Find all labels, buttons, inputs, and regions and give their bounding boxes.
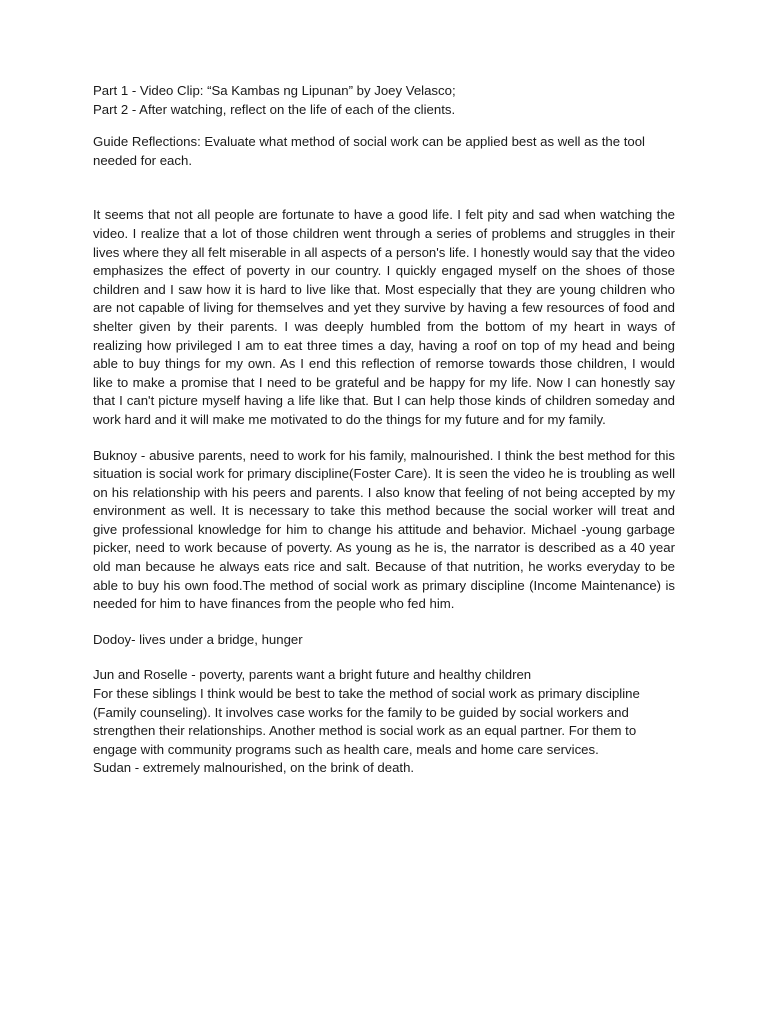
reflection-paragraph: It seems that not all people are fortunate to have a good life. I felt pity and sad when watching the video. I realize that a lot of those children went through a series of problems and struggles in their lives where they all felt miserable in all aspects of a person's life. I honestly would say that the video emphasizes the effect of poverty in our country. I quickly engaged myself on the shoes of those children and I saw how it is hard to live like that. Most especially that they are young children who are not capable of living for themselves and yet they survive by having a few resources of food and shelter given by their parents. I was deeply humbled from the bottom of my heart in ways of realizing how privileged I am to eat three times a day, having a roof on top of my head and being able to buy things for my own. As I end this reflection of remorse towards those children, I would like to make a promise that I need to be grateful and be happy for my life. Now I can honestly say that I can't picture myself having a life like that. But I can help those kinds of children someday and work hard and it will make me motivated to do the things for my future and for my family. xyxy=(93,207,675,427)
part2-heading: Part 2 - After watching, reflect on the life of each of the clients. xyxy=(93,101,456,117)
buknoy-michael-paragraph: Buknoy - abusive parents, need to work for his family, malnourished. I think the best method for this situation is social work for primary discipline(Foster Care). It is seen the video he is troubling as well on his relationship with his peers and parents. I also know that feeling of not being accepted by my environment as well. It is necessary to take this method because the social worker will treat and give professional knowledge for him to change his attitude and behavior. Michael -young garbage picker, need to work because of poverty. As young as he is, the narrator is described as a 40 year old man because he always eats rice and salt. Because of that nutrition, he works everyday to be able to buy his own food.The method of social work as primary discipline (Income Maintenance) is needed for him to have finances from the people who fed him. xyxy=(93,447,675,612)
spacer xyxy=(93,649,675,666)
spacer xyxy=(93,430,675,447)
siblings-paragraph: For these siblings I think would be best to take the method of social work as primary discipline (Family counseling). It involves case works for the family to be guided by social workers and strengthen their relationships. Another method is social work as an equal partner. For them to engage with community programs such as health care, meals and home care services. xyxy=(93,686,640,757)
part1-heading: Part 1 - Video Clip: “Sa Kambas ng Lipunan” by Joey Velasco; xyxy=(93,83,456,98)
spacer xyxy=(93,614,675,631)
spacer xyxy=(93,170,675,206)
jun-roselle-line: Jun and Roselle - poverty, parents want a bright future and healthy children xyxy=(93,667,532,683)
sudan-line: Sudan - extremely malnourished, on the brink of death. xyxy=(93,760,415,776)
document-page xyxy=(93,82,675,778)
guide-reflections: Guide Reflections: Evaluate what method of social work can be applied best as well as the tool needed for each. xyxy=(93,134,645,168)
dodoy-line: Dodoy- lives under a bridge, hunger xyxy=(93,631,303,647)
spacer xyxy=(93,119,675,133)
